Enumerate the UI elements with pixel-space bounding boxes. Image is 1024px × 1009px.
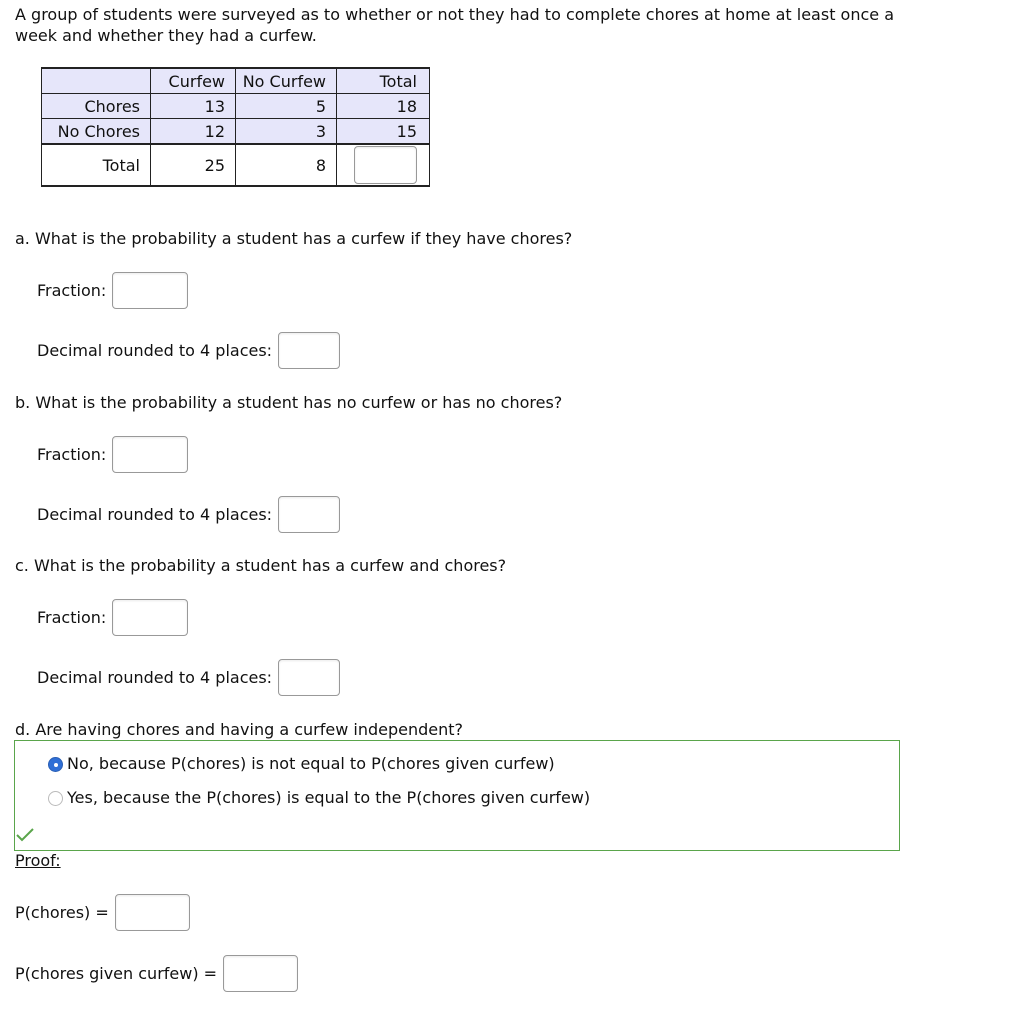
question-c-fraction-row: [37, 599, 188, 636]
question-a-decimal-row: [37, 332, 340, 369]
question-c-decimal-row: [37, 659, 340, 696]
radio-option-no[interactable]: [48, 757, 63, 772]
table-total-row: [42, 144, 430, 186]
cell-no-chores-no-curfew: 3: [236, 119, 337, 145]
table-row: [42, 119, 430, 145]
p-chores-given-curfew-input[interactable]: [223, 955, 298, 992]
cell-total-no-curfew: 8: [236, 144, 337, 186]
table-header-row: [42, 68, 430, 94]
fraction-label: Fraction:: [37, 608, 107, 627]
question-a-fraction-row: [37, 272, 188, 309]
p-chores-input[interactable]: [115, 894, 190, 931]
header-total: Total: [337, 68, 430, 94]
p-chores-row: [15, 894, 190, 931]
decimal-label: Decimal rounded to 4 places:: [37, 341, 273, 360]
question-c-decimal-input[interactable]: [278, 659, 340, 696]
proof-title: Proof:: [15, 851, 61, 870]
p-chores-given-curfew-row: [15, 955, 298, 992]
contingency-table: [41, 67, 430, 187]
table-row: [42, 94, 430, 119]
question-c-fraction-input[interactable]: [112, 599, 188, 636]
cell-grand-total: [337, 144, 430, 186]
cell-total-curfew: 25: [151, 144, 236, 186]
problem-intro: A group of students were surveyed as to whether or not they had to complete chores at home at least once a week and whether they had a curfew.: [15, 5, 895, 45]
question-d: d. Are having chores and having a curfew independent?: [15, 720, 464, 739]
header-curfew: Curfew: [151, 68, 236, 94]
row-label-chores: Chores: [42, 94, 151, 119]
question-a-decimal-input[interactable]: [278, 332, 340, 369]
question-b: b. What is the probability a student has no curfew or has no chores?: [15, 393, 563, 412]
p-chores-label: P(chores) =: [15, 903, 109, 922]
question-c: c. What is the probability a student has a curfew and chores?: [15, 556, 507, 575]
cell-no-chores-curfew: 12: [151, 119, 236, 145]
cell-chores-total: 18: [337, 94, 430, 119]
question-b-decimal-row: [37, 496, 340, 533]
question-b-fraction-row: [37, 436, 188, 473]
fraction-label: Fraction:: [37, 281, 107, 300]
cell-chores-no-curfew: 5: [236, 94, 337, 119]
grand-total-input[interactable]: [354, 146, 417, 184]
question-a: a. What is the probability a student has a curfew if they have chores?: [15, 229, 573, 248]
question-b-decimal-input[interactable]: [278, 496, 340, 533]
cell-chores-curfew: 13: [151, 94, 236, 119]
question-b-fraction-input[interactable]: [112, 436, 188, 473]
question-a-fraction-input[interactable]: [112, 272, 188, 309]
decimal-label: Decimal rounded to 4 places:: [37, 505, 273, 524]
row-label-total: Total: [42, 144, 151, 186]
cell-no-chores-total: 15: [337, 119, 430, 145]
p-chores-given-curfew-label: P(chores given curfew) =: [15, 964, 218, 983]
option-no-label[interactable]: No, because P(chores) is not equal to P(chores given curfew): [67, 754, 555, 773]
fraction-label: Fraction:: [37, 445, 107, 464]
row-label-no-chores: No Chores: [42, 119, 151, 145]
header-no-curfew: No Curfew: [236, 68, 337, 94]
decimal-label: Decimal rounded to 4 places:: [37, 668, 273, 687]
radio-option-yes[interactable]: [48, 791, 63, 806]
correct-check-icon: [16, 828, 34, 842]
table-corner-cell: [42, 68, 151, 94]
option-yes-label[interactable]: Yes, because the P(chores) is equal to the P(chores given curfew): [67, 788, 591, 807]
